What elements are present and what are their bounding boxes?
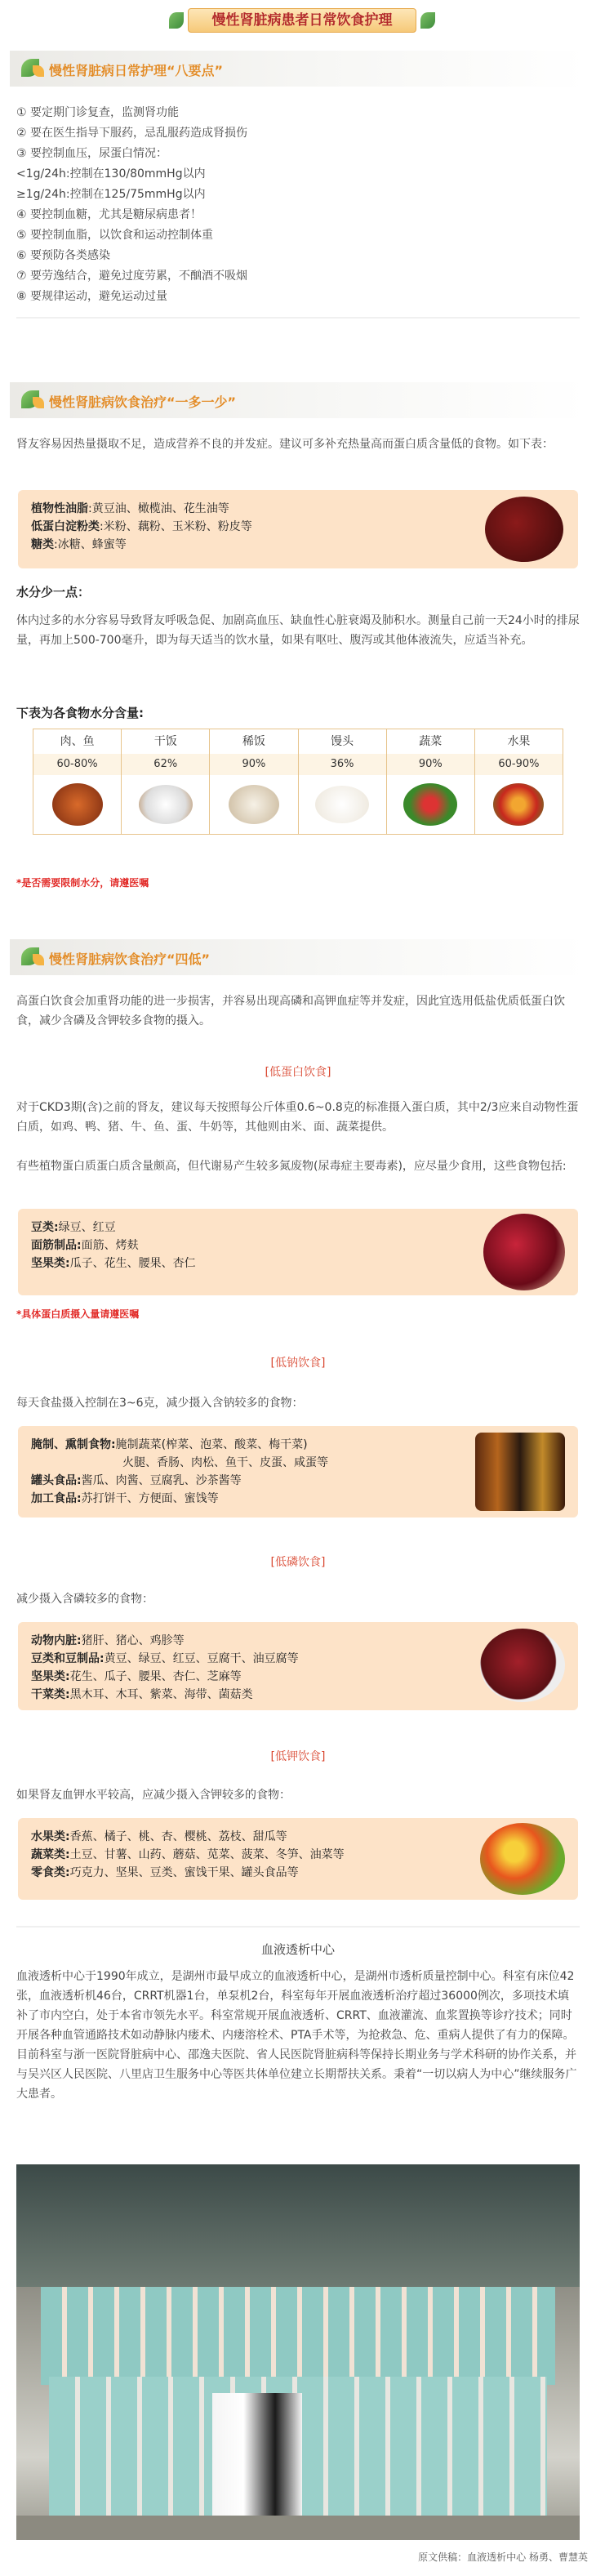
food-value: 猪肝、猪心、鸡胗等 [81,1634,185,1647]
building-background [16,2164,580,2287]
food-value: 瓜子、花生、腰果、杏仁 [69,1257,196,1270]
water-value: 60-80% [33,754,121,775]
food-value: 巧克力、坚果、豆类、蜜饯干果、罐头食品等 [69,1866,299,1879]
section3-intro: 高蛋白饮食会加重肾功能的进一步损害，并容易出现高磷和高钾血症等并发症，因此宜选用低盐优质低蛋白饮食，减少含磷及含钾较多食物的摄入。 [16,995,565,1027]
water-value: 60-90% [475,754,563,775]
food-label: 腌制、熏制食物: [31,1438,116,1451]
table-column [122,729,210,834]
section-title: 慢性肾脏病饮食治疗“四低” [49,952,211,967]
water-value: 90% [210,754,297,775]
food-label: 坚果类: [31,1670,70,1683]
vegetable-photo [403,783,457,826]
food-label: 加工食品: [31,1492,82,1505]
ground [16,2516,580,2540]
steamed-bun-photo [315,786,369,823]
staff-back-row [41,2287,555,2385]
leaf-icon [33,397,44,408]
food-value: 火腿、香肠、肉松、鱼干、皮蛋、咸蛋等 [122,1456,328,1469]
food-label: 低蛋白淀粉类 [31,520,100,533]
low-phosphorus-tag: [低磷饮食] [270,1556,326,1569]
low-phosphorus-box [18,1622,578,1710]
table-column [387,729,475,834]
food-name: 干饭 [153,735,177,748]
table-column [33,729,122,834]
food-value: 苏打饼干、方便面、蜜饯等 [81,1492,219,1505]
food-name: 肉、鱼 [60,735,95,748]
low-protein-text: 对于CKD3期(含)之前的肾友，建议每天按照每公斤体重0.6~0.8克的标准摄入蛋白质，其中2/3应来自动物性蛋白质，如鸡、鸭、猪、牛、鱼、蛋、牛奶等，其他则由米、面、蔬菜提供。 [16,1101,579,1134]
list-item: ⑥ 要预防各类感染 [16,249,111,262]
section-title: 慢性肾脏病饮食治疗“一多一少” [49,394,237,410]
low-protein-box [18,1209,578,1295]
list-item: ① 要定期门诊复查，监测肾功能 [16,106,180,119]
low-protein-tag: [低蛋白饮食] [265,1066,331,1079]
center-heading: 血液透析中心 [260,1942,335,1957]
food-label: 面筋制品: [31,1239,82,1252]
organ-meat-photo [480,1629,565,1702]
list-item: ⑦ 要劳逸结合，避免过度劳累，不酗酒不吸烟 [16,270,247,283]
section2-intro: 肾友容易因热量摄取不足，造成营养不良的并发症。建议可多补充热量高而蛋白质含量低的食物。如下表： [16,438,554,451]
list-item: ③ 要控制血压，尿蛋白情况： [16,147,168,160]
protein-note: *具体蛋白质摄入量请遵医嘱 [16,1308,140,1320]
list-item: ⑤ 要控制血脂，以饮食和运动控制体重 [16,229,213,242]
food-value: :冰糖、蜂蜜等 [54,538,127,551]
water-heading: 水分少一点： [16,585,91,599]
low-protein-text-2: 有些植物蛋白质蛋白质含量颇高，但代谢易产生较多氮废物(尿毒症主要毒素)，应尽量少食用，这些食物包括: [16,1160,567,1173]
fruits-photo [480,1823,565,1895]
food-value: 酱瓜、肉酱、豆腐乳、沙茶酱等 [81,1474,242,1487]
food-label: 蔬菜类: [31,1848,70,1861]
food-photo [485,497,563,562]
food-label: 动物内脏: [31,1634,82,1647]
food-name: 水果 [507,735,531,748]
center-intro: 血液透析中心于1990年成立，是湖州市最早成立的血液透析中心，是湖州市透析质量控制中心。科室有床位42张，血液透析机46台，CRRT机器1台，单泵机2台，科室每年开展血液透析治疗超过36000例次，多项技术填补了市内空白，处于本省市领先水平。科室常规开展血液透析、CRRT、血液灌流、血浆置换等诊疗技术；同时开展各种血管通路技术如动静脉内瘘术、内瘘溶栓术、PTA手术等，为抢救急、危、重病人提供了有力的保障。目前科室与浙一医院肾脏病中心、邵逸夫医院、省人民医院肾脏病科等保持长期业务与学术科研的协作关系，并与吴兴区人民医院、八里店卫生服务中心等医共体单位建立长期帮扶关系。秉着“一切以病人为中心”继续服务广大患者。 [16,1970,577,2101]
table-column [299,729,387,834]
list-item: ④ 要控制血糖，尤其是糖尿病患者！ [16,208,202,221]
meat-fish-photo [52,783,103,826]
food-name: 稀饭 [242,735,265,748]
food-label: 干菜类: [31,1688,70,1701]
table-heading: 下表为各食物水分含量: [16,706,144,720]
food-name: 馒头 [331,735,354,748]
section-header-eight-points [10,51,586,87]
low-potassium-tag: [低钾饮食] [270,1750,326,1763]
food-value: 花生、瓜子、腰果、杏仁、芝麻等 [69,1670,242,1683]
food-label: 豆类和豆制品: [31,1652,105,1665]
divider [16,1926,580,1928]
sauce-bottles-photo [475,1433,565,1511]
doctors-center [212,2393,302,2524]
food-label: 零食类: [31,1866,70,1879]
water-note: *是否需要限制水分，请遵医嘱 [16,877,149,889]
food-label: 罐头食品: [31,1474,82,1487]
porridge-photo [229,785,279,824]
list-item: ≥1g/24h:控制在125/75mmHg以内 [16,188,206,201]
water-value: 62% [122,754,209,775]
table-column [475,729,563,834]
food-value: :米粉、藕粉、玉米粉、粉皮等 [100,520,252,533]
food-value: 绿豆、红豆 [58,1221,116,1234]
food-label: 糖类 [31,538,54,551]
table-column [210,729,298,834]
section-title: 慢性肾脏病日常护理“八要点” [49,63,224,78]
food-value: 黄豆、绿豆、红豆、豆腐干、油豆腐等 [104,1652,299,1665]
low-phosphorus-text: 减少摄入含磷较多的食物： [16,1593,153,1606]
water-value: 90% [387,754,474,775]
leaf-icon [33,65,44,77]
water-text: 体内过多的水分容易导致肾友呼吸急促、加剧高血压、缺血性心脏衰竭及肺积水。测量自己前一天24小时的排尿量，再加上500-700毫升，即为每天适当的饮水量，如果有呕吐、腹泻或其他体液流失，应适当补充。 [16,614,580,647]
food-label: 水果类: [31,1830,70,1843]
list-item: ⑧ 要规律运动，避免运动过量 [16,290,168,303]
divider [16,317,580,319]
fruit-photo [493,783,544,826]
beans-photo [483,1214,565,1290]
food-value: 土豆、甘薯、山药、蘑菇、苋菜、菠菜、冬笋、油菜等 [69,1848,345,1861]
food-label: 坚果类: [31,1257,70,1270]
low-potassium-text: 如果肾友血钾水平较高，应减少摄入含钾较多的食物： [16,1789,291,1802]
low-potassium-box [18,1818,578,1900]
food-label: 豆类: [31,1221,59,1234]
food-name: 蔬菜 [419,735,443,748]
team-photo [16,2164,580,2540]
food-value: :黄豆油、橄榄油、花生油等 [88,502,229,515]
credit-line: 原文供稿：血液透析中心 杨勇、曹慧英 [418,2551,588,2563]
water-value: 36% [299,754,386,775]
low-sodium-text: 每天食盐摄入控制在3~6克，减少摄入含钠较多的食物： [16,1397,304,1410]
leaf-icon [33,954,44,965]
page-title: 慢性肾脏病患者日常饮食护理 [188,8,416,33]
list-item: <1g/24h:控制在130/80mmHg以内 [16,167,206,180]
low-sodium-tag: [低钠饮食] [270,1357,326,1370]
low-sodium-box [18,1426,578,1518]
high-energy-food-box [18,490,578,568]
list-item: ② 要在医生指导下服药，忌乱服药造成肾损伤 [16,127,247,140]
section-header-one-more-one-less [10,382,586,418]
section-header-four-low [10,939,586,975]
food-value: 黑木耳、木耳、紫菜、海带、菌菇类 [69,1688,253,1701]
rice-photo [139,785,193,824]
food-value: 面筋、烤麸 [81,1239,139,1252]
food-value: 香蕉、橘子、桃、杏、樱桃、荔枝、甜瓜等 [69,1830,287,1843]
eight-points-list [16,103,572,307]
water-content-table [33,729,563,835]
food-value: 腌制蔬菜(榨菜、泡菜、酸菜、梅干菜) [115,1438,308,1451]
food-label: 植物性油脂 [31,502,88,515]
